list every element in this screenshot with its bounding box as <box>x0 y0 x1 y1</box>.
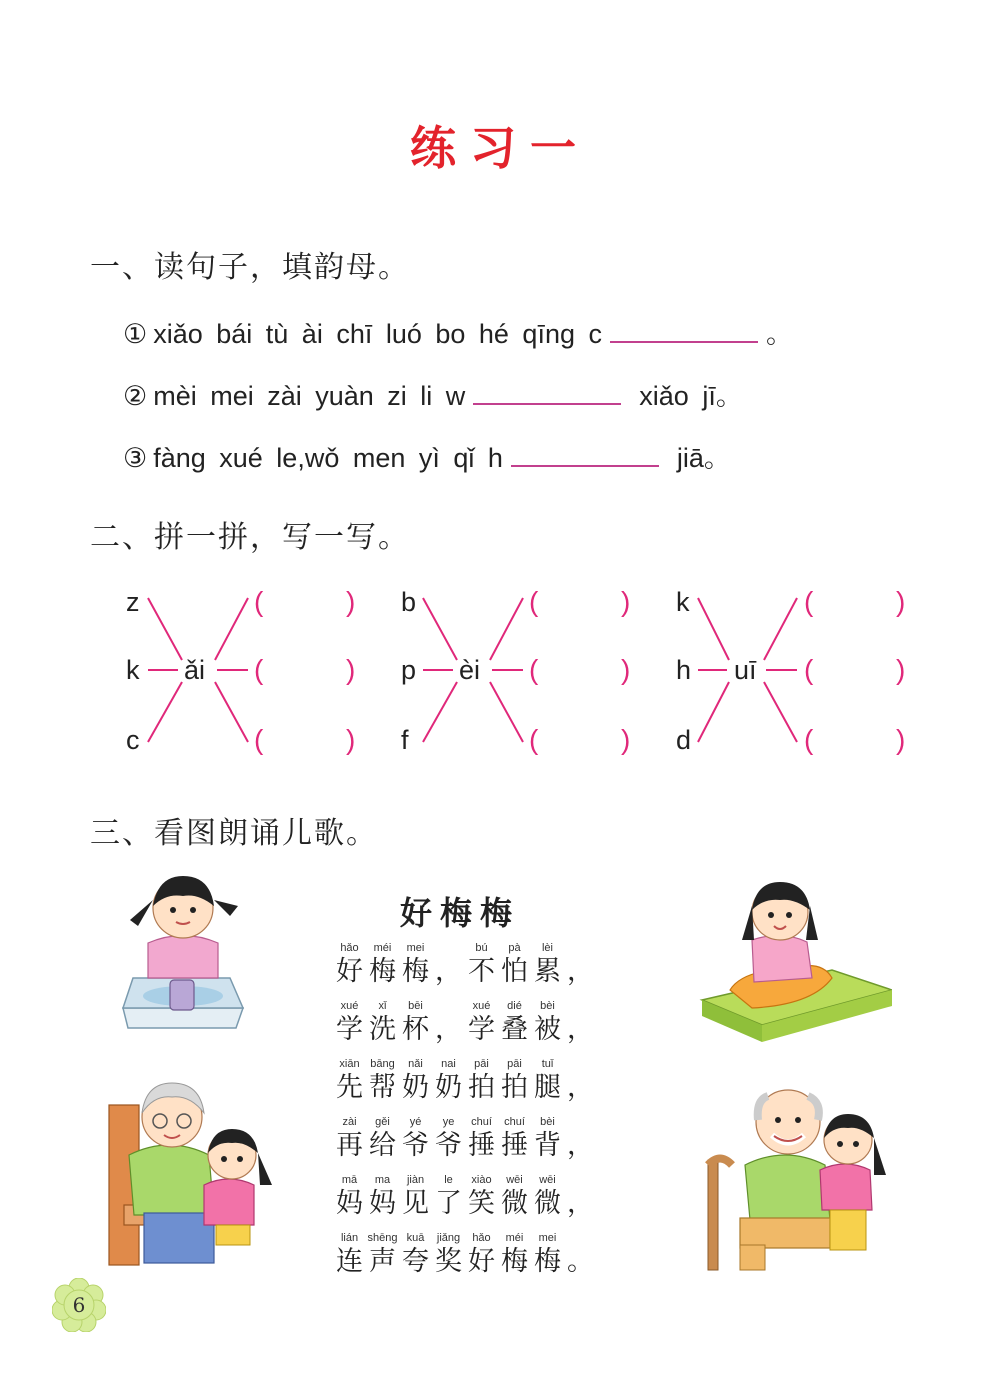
pinyin: bú <box>475 942 488 954</box>
hanzi: 爷 <box>435 1130 462 1161</box>
hanzi: 帮 <box>369 1072 396 1103</box>
hanzi: 梅 <box>534 1246 561 1277</box>
grandma-and-girl-illustration <box>104 1075 274 1275</box>
poem-char <box>564 1230 597 1278</box>
poem-line <box>333 998 597 1046</box>
poem-line <box>333 1172 597 1220</box>
poem-char <box>564 998 597 1046</box>
paren-open: ( <box>804 586 814 617</box>
hanzi: 好 <box>336 956 363 987</box>
final-ai: ǎi <box>184 655 206 685</box>
hanzi: 奖 <box>435 1246 462 1277</box>
poem-char <box>399 1114 432 1162</box>
hanzi: 笑 <box>468 1188 495 1219</box>
poem-char <box>498 940 531 988</box>
hanzi: 爷 <box>402 1130 429 1161</box>
poem-char <box>531 1230 564 1278</box>
paren-close: ) <box>896 724 906 755</box>
final-ui: uī <box>734 655 757 685</box>
poem-char <box>432 1056 465 1104</box>
answer-slot[interactable] <box>545 588 617 618</box>
hanzi: 叠 <box>501 1014 528 1045</box>
poem-char <box>333 940 366 988</box>
answer-slot[interactable] <box>820 726 892 756</box>
hanzi: 妈 <box>336 1188 363 1219</box>
pinyin: nǎi <box>408 1058 423 1070</box>
poem-char <box>366 998 399 1046</box>
poem-char <box>531 998 564 1046</box>
paren-close: ) <box>896 654 906 685</box>
hanzi: ， <box>435 956 462 987</box>
poem-char <box>366 940 399 988</box>
poem-char <box>498 1172 531 1220</box>
initial-z: z <box>126 587 140 617</box>
poem-char <box>498 1114 531 1162</box>
answer-slot[interactable] <box>820 656 892 686</box>
pinyin: xué <box>340 1000 359 1012</box>
answer-slot[interactable] <box>820 588 892 618</box>
section2-heading: 二、拼一拼，写一写。 <box>90 520 410 555</box>
hanzi: 好 <box>468 1246 495 1277</box>
pinyin <box>564 1056 597 1072</box>
pinyin: shēng <box>367 1232 398 1244</box>
poem-char <box>564 1114 597 1162</box>
hanzi: 给 <box>369 1130 396 1161</box>
pinyin: lián <box>340 1232 359 1244</box>
poem-char <box>465 1172 498 1220</box>
pinyin <box>564 1172 597 1188</box>
pinyin: lèi <box>541 942 553 954</box>
pinyin: le <box>444 1174 453 1186</box>
sentence-after: 。 <box>766 319 793 349</box>
paren-open: ( <box>529 654 539 685</box>
initial-b: b <box>401 587 417 617</box>
hanzi: 奶 <box>402 1072 429 1103</box>
hanzi: 梅 <box>402 956 429 987</box>
hanzi: 妈 <box>369 1188 396 1219</box>
pinyin: gěi <box>375 1116 390 1128</box>
initial-k: k <box>126 655 140 685</box>
pinyin: mā <box>341 1174 358 1186</box>
hanzi: 拍 <box>501 1072 528 1103</box>
hanzi: 见 <box>402 1188 429 1219</box>
pinyin: xiào <box>471 1174 492 1186</box>
section1-heading: 一、读句子，填韵母。 <box>90 250 410 285</box>
pinyin: wēi <box>506 1174 523 1186</box>
hanzi: 拍 <box>468 1072 495 1103</box>
answer-slot[interactable] <box>545 656 617 686</box>
paren-close: ) <box>896 586 906 617</box>
hanzi: 梅 <box>501 1246 528 1277</box>
poem-char <box>399 940 432 988</box>
hanzi: 声 <box>369 1246 396 1277</box>
poem-char <box>399 1230 432 1278</box>
hanzi: 怕 <box>501 956 528 987</box>
pinyin: chuí <box>504 1116 525 1128</box>
paren-open: ( <box>804 724 814 755</box>
pinyin: pà <box>508 942 521 954</box>
page-number: 6 <box>72 1293 86 1317</box>
poem-char <box>465 1056 498 1104</box>
hanzi: 学 <box>336 1014 363 1045</box>
grandpa-and-girl-illustration <box>700 1080 890 1275</box>
poem-line <box>333 1114 597 1162</box>
pinyin: yé <box>409 1116 422 1128</box>
hanzi: 杯 <box>402 1014 429 1045</box>
sentence-before: xiǎo bái tù ài chī luó bo hé qīng c <box>153 319 602 349</box>
poem-char <box>333 998 366 1046</box>
hanzi: 再 <box>336 1130 363 1161</box>
pinyin: méi <box>373 942 392 954</box>
pinyin: hǎo <box>340 942 359 954</box>
poem-char <box>531 940 564 988</box>
pinyin: ye <box>442 1116 455 1128</box>
poem-char <box>366 1114 399 1162</box>
pinyin: bèi <box>540 1000 555 1012</box>
hanzi: ， <box>567 1188 594 1219</box>
initial-k: k <box>676 587 690 617</box>
pinyin: xué <box>472 1000 491 1012</box>
pinyin: jiǎng <box>436 1232 461 1244</box>
pinyin: kuā <box>406 1232 425 1244</box>
pinyin: tuǐ <box>541 1058 554 1070</box>
poem-char <box>531 1056 564 1104</box>
hanzi: 捶 <box>501 1130 528 1161</box>
hanzi: 捶 <box>468 1130 495 1161</box>
hanzi: 连 <box>336 1246 363 1277</box>
poem-char <box>432 1230 465 1278</box>
hanzi: 腿 <box>534 1072 561 1103</box>
pinyin <box>432 940 465 956</box>
initial-p: p <box>401 655 417 685</box>
initial-f: f <box>401 725 409 755</box>
poem-char <box>531 1114 564 1162</box>
paren-close: ) <box>621 724 631 755</box>
hanzi: ， <box>567 956 594 987</box>
initial-h: h <box>676 655 692 685</box>
poem-char <box>333 1056 366 1104</box>
initial-c: c <box>126 725 140 755</box>
pinyin <box>432 998 465 1014</box>
pinyin <box>564 940 597 956</box>
pinyin: chuí <box>471 1116 492 1128</box>
poem-char <box>564 1056 597 1104</box>
poem-line <box>333 1230 597 1278</box>
hanzi: ， <box>435 1014 462 1045</box>
answer-slot[interactable] <box>545 726 617 756</box>
hanzi: ， <box>567 1072 594 1103</box>
section3-heading: 三、看图朗诵儿歌。 <box>90 816 378 851</box>
pinyin: xǐ <box>378 1000 387 1012</box>
pinyin: xiān <box>339 1058 360 1070</box>
sentence-after: xiǎo jī。 <box>639 381 743 411</box>
pinyin: zài <box>342 1116 357 1128</box>
poem-char <box>366 1230 399 1278</box>
paren-open: ( <box>254 654 264 685</box>
hanzi: 梅 <box>369 956 396 987</box>
answer-slot[interactable] <box>270 588 342 618</box>
hanzi: 了 <box>435 1188 462 1219</box>
pinyin: méi <box>505 1232 524 1244</box>
girl-washing-cup-illustration <box>118 868 248 1033</box>
paren-close: ) <box>346 586 356 617</box>
poem-char <box>432 998 465 1046</box>
hanzi: 奶 <box>435 1072 462 1103</box>
poem-char <box>432 940 465 988</box>
pinyin: nai <box>441 1058 456 1070</box>
pinyin: jiàn <box>406 1174 425 1186</box>
pinyin: mei <box>406 942 425 954</box>
poem-char <box>498 1230 531 1278</box>
poem-line <box>333 1056 597 1104</box>
paren-close: ) <box>621 586 631 617</box>
hanzi: 先 <box>336 1072 363 1103</box>
sentence-num: ① <box>123 319 148 349</box>
paren-close: ) <box>346 724 356 755</box>
answer-slot[interactable] <box>270 656 342 686</box>
poem-char <box>333 1114 366 1162</box>
pinyin: dié <box>507 1000 522 1012</box>
pinyin: wēi <box>539 1174 556 1186</box>
paren-open: ( <box>804 654 814 685</box>
answer-slot[interactable] <box>270 726 342 756</box>
paren-open: ( <box>254 724 264 755</box>
poem-char <box>399 1172 432 1220</box>
pinyin: bēi <box>408 1000 423 1012</box>
paren-close: ) <box>346 654 356 685</box>
hanzi: 不 <box>468 956 495 987</box>
poem-char <box>564 1172 597 1220</box>
sentence-before: mèi mei zài yuàn zi li w <box>153 381 466 411</box>
poem-char <box>366 1056 399 1104</box>
pinyin: ma <box>374 1174 391 1186</box>
poem-char <box>465 1230 498 1278</box>
hanzi: 学 <box>468 1014 495 1045</box>
hanzi: ， <box>567 1014 594 1045</box>
hanzi: 累 <box>534 956 561 987</box>
sentence-after: jiā。 <box>676 443 731 473</box>
poem-char <box>399 998 432 1046</box>
paren-open: ( <box>254 586 264 617</box>
sentence-num: ② <box>123 381 148 411</box>
hanzi: 。 <box>567 1246 594 1277</box>
page-title: 练习一 <box>410 121 590 175</box>
poem-char <box>432 1114 465 1162</box>
poem-char <box>366 1172 399 1220</box>
hanzi: 夸 <box>402 1246 429 1277</box>
pinyin: hǎo <box>472 1232 491 1244</box>
girl-folding-quilt-illustration <box>682 870 892 1050</box>
hanzi: 微 <box>534 1188 561 1219</box>
poem-char <box>498 998 531 1046</box>
poem-char <box>465 940 498 988</box>
final-ei: èi <box>459 655 481 685</box>
poem-char <box>333 1230 366 1278</box>
hanzi: 背 <box>534 1130 561 1161</box>
poem-char <box>432 1172 465 1220</box>
hanzi: 微 <box>501 1188 528 1219</box>
poem-line <box>333 940 597 988</box>
poem-char <box>564 940 597 988</box>
poem-title: 好梅梅 <box>399 894 520 932</box>
pinyin <box>564 1114 597 1130</box>
sentence-num: ③ <box>123 443 148 473</box>
poem-char <box>333 1172 366 1220</box>
paren-close: ) <box>621 654 631 685</box>
poem-char <box>531 1172 564 1220</box>
pinyin: mei <box>538 1232 557 1244</box>
pinyin: bèi <box>540 1116 555 1128</box>
poem-char <box>465 1114 498 1162</box>
hanzi: 洗 <box>369 1014 396 1045</box>
pinyin: pāi <box>507 1058 522 1070</box>
sentence-before: fàng xué le,wǒ men yì qǐ h <box>153 443 503 473</box>
pinyin: bāng <box>370 1058 395 1070</box>
poem-char <box>399 1056 432 1104</box>
hanzi: 被 <box>534 1014 561 1045</box>
pinyin <box>564 998 597 1014</box>
poem-char <box>465 998 498 1046</box>
pinyin: pāi <box>474 1058 489 1070</box>
pinyin <box>564 1230 597 1246</box>
initial-d: d <box>676 725 692 755</box>
poem-char <box>498 1056 531 1104</box>
paren-open: ( <box>529 724 539 755</box>
paren-open: ( <box>529 586 539 617</box>
hanzi: ， <box>567 1130 594 1161</box>
